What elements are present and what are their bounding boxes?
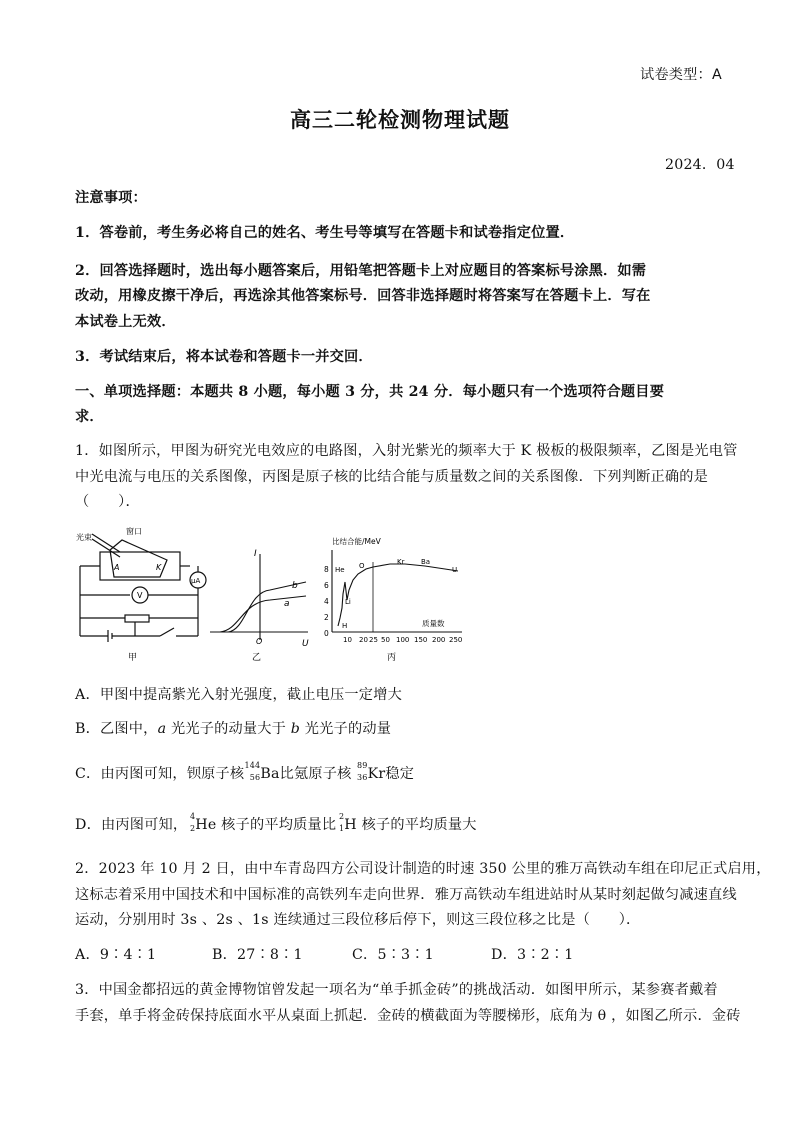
x-tick-20: 20 [359, 636, 368, 644]
x-tick-25: 25 [369, 636, 378, 644]
x-tick-10: 10 [343, 636, 352, 644]
h-nuclide-notation: 2 1 [338, 812, 345, 833]
y-tick-2: 2 [324, 613, 329, 622]
light-beam-2 [92, 539, 120, 557]
nuclide-kr: Kr [397, 558, 405, 566]
notes-item-2-line-2: 改动，用橡皮擦干净后，再选涂其他答案标号．回答非选择题时将答案写在答题卡上．写在 [75, 288, 651, 304]
q1-option-b [75, 718, 391, 738]
switch-icon [160, 628, 174, 636]
q1-option-d-he: He [195, 817, 217, 833]
x-tick-50: 50 [381, 636, 390, 644]
anode-label: A [114, 563, 120, 572]
microammeter-label: μA [191, 577, 201, 585]
notes-item-1: 1．答卷前，考生务必将自己的姓名、考生号等填写在答题卡和试卷指定位置． [75, 225, 575, 241]
notes-item-2-line-1: 2．回答选择题时，选出每小题答案后，用铅笔把答题卡上对应题目的答案标号涂黑．如需 [75, 263, 647, 279]
cathode-label: K [156, 563, 162, 572]
window-label: 窗口 [126, 527, 142, 536]
q3-stem-line-2: 手套，单手将金砖保持底面水平从桌面上抓起．金砖的横截面为等腰梯形，底角为 θ ，如图乙所示．金砖 [75, 1008, 741, 1024]
q1-option-c-pre: C．由丙图可知，钡原子核 [75, 766, 245, 782]
iu-x-label: U [302, 639, 309, 649]
q1-option-c-mid: 比氪原子核 [279, 766, 352, 782]
x-tick-150: 150 [414, 636, 428, 644]
y-tick-6: 6 [324, 581, 329, 590]
figure-bing-label: 丙 [387, 653, 397, 663]
q1-option-c [75, 763, 414, 783]
section-heading-line-2: 求． [75, 409, 104, 425]
figure-jia-label: 甲 [128, 653, 138, 663]
q1-option-b-pre: B．乙图中， [75, 721, 158, 737]
q1-stem-line-1: 1．如图所示，甲图为研究光电效应的电路图，入射光紫光的频率大于 K 极板的极限频率，乙图是光电管 [75, 443, 738, 459]
curve-a-label: a [284, 599, 290, 609]
voltmeter-label: V [137, 591, 143, 600]
curve-a [220, 596, 306, 632]
curve-b-label: b [292, 581, 298, 591]
binding-energy-x-label: 质量数 [422, 619, 445, 628]
q3-stem-line-1: 3．中国金都招远的黄金博物馆曾发起一项名为“单手抓金砖”的挑战活动．如图甲所示，某参赛者戴着 [75, 982, 718, 998]
section-heading-line-1: 一、单项选择题：本题共 8 小题，每小题 3 分，共 24 分．每小题只有一个选项符合题目要 [75, 384, 665, 400]
q1-option-d-pre: D．由丙图可知， [75, 817, 188, 833]
exam-date: 2024．04 [665, 157, 735, 173]
q2-stem-line-1: 2．2023 年 10 月 2 日，由中车青岛四方公司设计制造的时速 350 公里的雅万高铁动车组在印尼正式启用， [75, 861, 771, 877]
q1-option-c-kr: Kr [367, 766, 386, 782]
binding-energy-y-label: 比结合能/MeV [332, 537, 381, 546]
q2-option-b: B．27∶8∶1 [212, 947, 303, 963]
nuclide-li: Li [345, 598, 351, 606]
q1-option-b-post: 光光子的动量 [300, 721, 392, 737]
rheostat-icon [125, 615, 149, 622]
q1-option-d [75, 814, 477, 834]
q1-option-c-post: 稳定 [385, 766, 415, 782]
figure-yi-label: 乙 [252, 653, 262, 663]
light-beam-1 [92, 534, 120, 552]
x-tick-250: 250 [449, 636, 463, 644]
iu-y-label: I [254, 549, 257, 559]
q1-option-b-a: a [157, 721, 167, 737]
iu-graph [210, 554, 308, 640]
notes-heading: 注意事项： [75, 190, 147, 206]
nuclide-he: He [335, 566, 345, 574]
notes-item-3: 3．考试结束后，将本试卷和答题卡一并交回． [75, 349, 373, 365]
iu-origin-label: O [256, 637, 263, 646]
x-tick-200: 200 [432, 636, 446, 644]
q1-option-d-mid: 核子的平均质量比 [216, 817, 337, 833]
paper-type: 试卷类型：A [640, 67, 722, 83]
nuclide-h: H [342, 622, 348, 630]
q2-option-c: C．5∶3∶1 [352, 947, 434, 963]
nuclide-ba: Ba [421, 558, 431, 566]
light-beam-label: 光束 [76, 533, 92, 542]
q2-stem-line-3: 运动，分别用时 3s 、2s 、1s 连续通过三段位移后停下，则这三段位移之比是（ ）． [75, 912, 641, 928]
nuclide-o: O [359, 562, 365, 570]
y-tick-8: 8 [324, 565, 329, 574]
q1-option-d-h: H [344, 817, 357, 833]
x-tick-100: 100 [396, 636, 410, 644]
y-tick-0: 0 [324, 629, 329, 638]
he-nuclide-notation: 4 2 [190, 812, 196, 833]
q2-stem-line-2: 这标志着采用中国技术和中国标准的高铁列车走向世界．雅万高铁动车组进站时从某时刻起做匀减速直线 [75, 887, 737, 903]
kr-nuclide-notation: 89 36 [356, 761, 368, 782]
q1-option-b-mid: 光光子的动量大于 [166, 721, 291, 737]
q1-stem-line-3: （ ）． [75, 494, 140, 510]
q1-figure [70, 522, 470, 667]
q1-option-c-ba: Ba [260, 766, 280, 782]
q1-option-b-b: b [290, 721, 301, 737]
page-title: 高三二轮检测物理试题 [290, 107, 510, 132]
ba-nuclide-notation: 144 56 [244, 761, 261, 782]
q2-option-a: A．9∶4∶1 [75, 947, 157, 963]
q1-option-d-post: 核子的平均质量大 [356, 817, 477, 833]
nuclide-u: U [452, 566, 458, 574]
binding-energy-curve [338, 564, 458, 626]
q1-stem-line-2: 中光电流与电压的关系图像，丙图是原子核的比结合能与质量数之间的关系图像．下列判断正确的是 [75, 469, 709, 485]
notes-item-2-line-3: 本试卷上无效． [75, 314, 176, 330]
circuit-diagram [80, 534, 206, 642]
q1-option-a: A．甲图中提高紫光入射光强度，截止电压一定增大 [75, 687, 402, 703]
q2-option-d: D．3∶2∶1 [491, 947, 574, 963]
y-tick-4: 4 [324, 597, 329, 606]
